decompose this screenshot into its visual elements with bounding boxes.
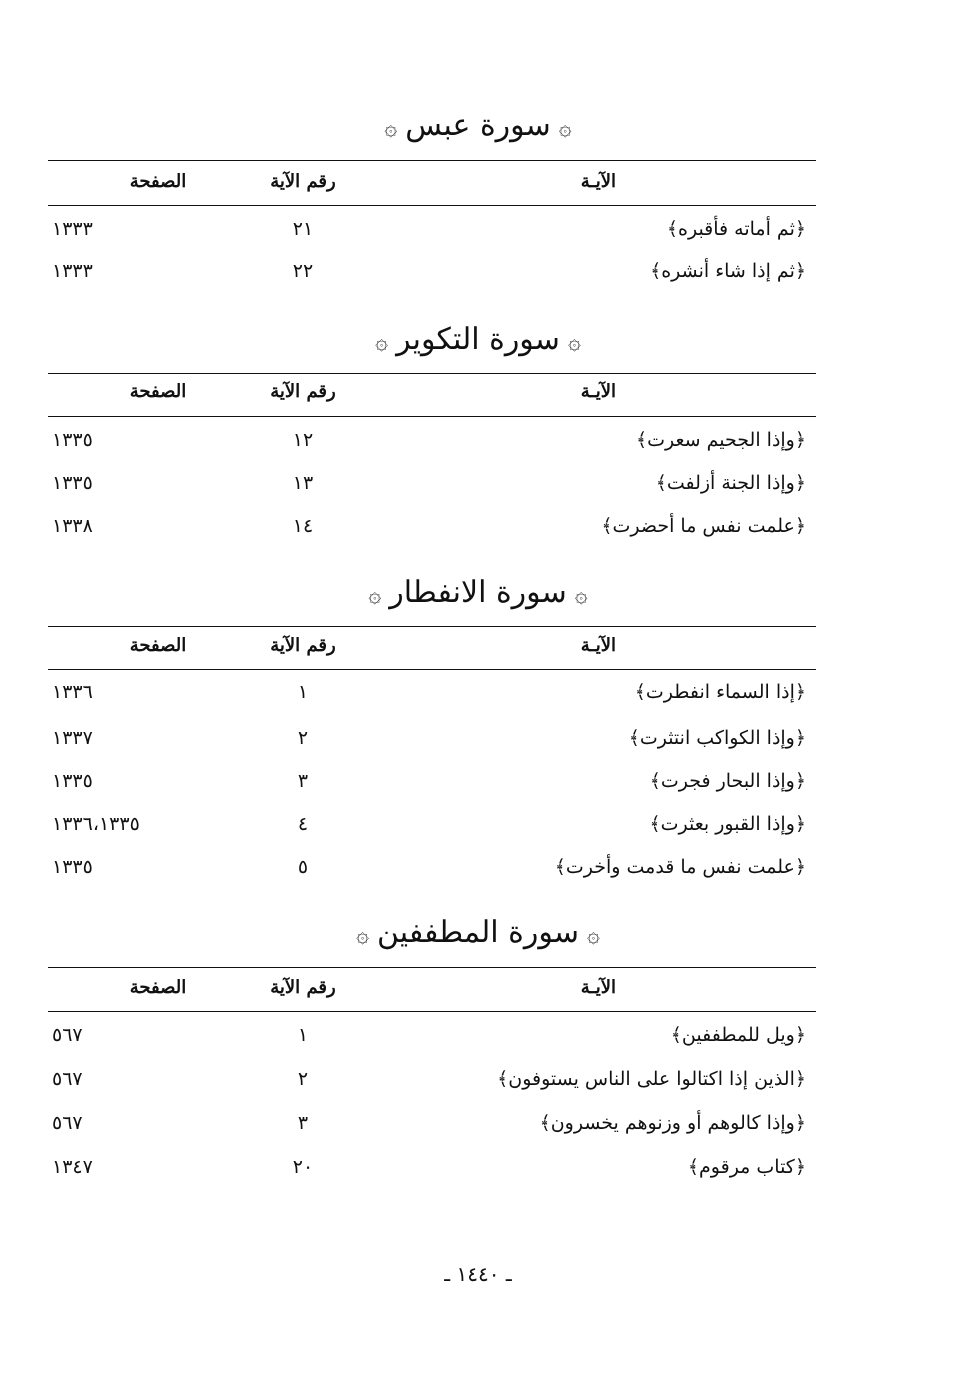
header-page: الصفحة xyxy=(129,171,187,192)
ayah-text: ﴿علمت نفس ما قدمت وأخرت﴾ xyxy=(554,856,806,878)
ayah-text: ﴿الذين إذا اكتالوا على الناس يستوفون﴾ xyxy=(497,1068,806,1090)
ayah-text: ﴿وإذا القبور بعثرت﴾ xyxy=(649,813,806,835)
page-number: ١٣٣٥ xyxy=(52,770,93,792)
ayah-text: ﴿وإذا الجنة أزلفت﴾ xyxy=(655,472,806,494)
page-number: ٥٦٧ xyxy=(52,1024,83,1046)
header-ayah-number: رقم الآية xyxy=(270,171,336,192)
header-ayah: الآيـة xyxy=(580,171,616,192)
table-row xyxy=(48,1064,816,1094)
header-page: الصفحة xyxy=(129,635,187,656)
ayah-number: ٢ xyxy=(297,1068,309,1090)
page-number: ٥٦٧ xyxy=(52,1112,83,1134)
page-number-footer: ـ ١٤٤٠ ـ xyxy=(444,1262,512,1286)
ayah-number: ١٣ xyxy=(292,472,314,494)
table-row xyxy=(48,425,816,455)
ayah-number: ٢٢ xyxy=(292,260,314,282)
ayah-text: ﴿وإذا الجحيم سعرت﴾ xyxy=(636,429,806,451)
table-row xyxy=(48,809,816,839)
surah-name: سورة التكوير xyxy=(396,322,560,357)
table-row xyxy=(48,1108,816,1138)
ornament-icon: ۞ xyxy=(368,583,382,608)
table-header-rule xyxy=(48,416,816,417)
table-top-rule xyxy=(48,160,816,161)
ornament-icon: ۞ xyxy=(558,116,572,141)
ayah-number: ٣ xyxy=(297,1112,309,1134)
ayah-number: ١ xyxy=(297,1024,309,1046)
table-row xyxy=(48,766,816,796)
page-number: ١٣٣٦،١٣٣٥ xyxy=(52,813,140,835)
table-top-rule xyxy=(48,967,816,968)
surah-title xyxy=(0,106,956,149)
page-number: ٥٦٧ xyxy=(52,1068,83,1090)
ornament-icon: ۞ xyxy=(375,330,389,355)
table-row xyxy=(48,723,816,753)
header-ayah-number: رقم الآية xyxy=(270,635,336,656)
page-number: ١٣٣٦ xyxy=(52,681,93,703)
surah-name: سورة الانفطار xyxy=(389,575,567,610)
table-header xyxy=(48,377,816,407)
ayah-text: ﴿وإذا البحار فجرت﴾ xyxy=(649,770,806,792)
ayah-text: ﴿وإذا كالوهم أو وزنوهم يخسرون﴾ xyxy=(539,1112,806,1134)
table-row xyxy=(48,852,816,882)
table-row xyxy=(48,1020,816,1050)
ornament-icon: ۞ xyxy=(384,116,398,141)
page-number: ١٣٣٥ xyxy=(52,856,93,878)
page-number: ١٣٣٣ xyxy=(52,260,93,282)
ayah-text: ﴿إذا السماء انفطرت﴾ xyxy=(634,681,806,703)
ayah-text: ﴿ثم إذا شاء أنشره﴾ xyxy=(650,260,806,282)
table-header-rule xyxy=(48,1011,816,1012)
page-number: ١٣٣٥ xyxy=(52,429,93,451)
ayah-number: ٢ xyxy=(297,727,309,749)
header-page: الصفحة xyxy=(129,381,187,402)
header-ayah-number: رقم الآية xyxy=(270,381,336,402)
ayah-text: ﴿ثم أماته فأقبره﴾ xyxy=(666,218,806,240)
ayah-text: ﴿ويل للمطففين﴾ xyxy=(670,1024,806,1046)
ayah-number: ١٢ xyxy=(292,429,314,451)
ornament-icon: ۞ xyxy=(567,330,581,355)
header-page: الصفحة xyxy=(129,977,187,998)
ayah-text: ﴿كتاب مرقوم﴾ xyxy=(687,1156,806,1178)
header-ayah: الآيـة xyxy=(580,977,616,998)
table-header xyxy=(48,631,816,661)
ayah-number: ٢٠ xyxy=(292,1156,314,1178)
header-ayah: الآيـة xyxy=(580,381,616,402)
surah-title xyxy=(0,573,956,616)
ayah-number: ١٤ xyxy=(292,515,314,537)
page-number: ١٣٣٧ xyxy=(52,727,93,749)
table-row xyxy=(48,468,816,498)
table-header xyxy=(48,167,816,197)
ornament-icon: ۞ xyxy=(356,923,369,948)
table-row xyxy=(48,1152,816,1182)
header-ayah: الآيـة xyxy=(580,635,616,656)
table-header-rule xyxy=(48,205,816,206)
page-number: ١٣٣٣ xyxy=(52,218,93,240)
table-row xyxy=(48,214,816,244)
surah-title xyxy=(0,320,956,363)
ornament-icon: ۞ xyxy=(574,583,588,608)
surah-title xyxy=(0,913,956,956)
table-row xyxy=(48,256,816,286)
surah-name: سورة عبس xyxy=(405,108,551,143)
table-row xyxy=(48,677,816,707)
ayah-number: ١ xyxy=(297,681,309,703)
header-ayah-number: رقم الآية xyxy=(270,977,336,998)
ayah-number: ٤ xyxy=(297,813,309,835)
ayah-text: ﴿علمت نفس ما أحضرت﴾ xyxy=(601,515,806,537)
ayah-number: ٥ xyxy=(297,856,309,878)
page-number: ١٣٤٧ xyxy=(52,1156,93,1178)
ayah-number: ٣ xyxy=(297,770,309,792)
ayah-number: ٢١ xyxy=(292,218,314,240)
table-row xyxy=(48,511,816,541)
ornament-icon: ۞ xyxy=(587,923,600,948)
surah-name: سورة المطففين xyxy=(376,915,580,950)
page-number: ١٣٣٥ xyxy=(52,472,93,494)
table-top-rule xyxy=(48,373,816,374)
page-number: ١٣٣٨ xyxy=(52,515,93,537)
table-top-rule xyxy=(48,626,816,627)
table-header-rule xyxy=(48,669,816,670)
table-header xyxy=(48,973,816,1003)
ayah-text: ﴿وإذا الكواكب انتثرت﴾ xyxy=(628,727,806,749)
